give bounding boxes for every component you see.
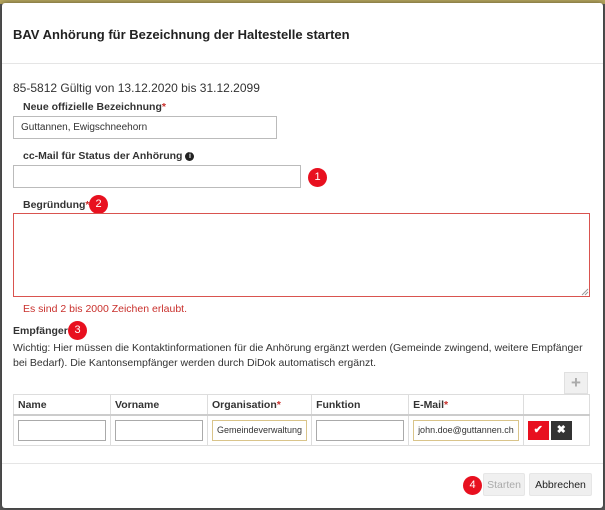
required-marker: * (85, 199, 90, 211)
cc-mail-label: cc-Mail für Status der Anhörung i (23, 150, 194, 162)
reason-label: Begründung* (23, 199, 90, 211)
callout-badge-4: 4 (463, 476, 482, 495)
table-cell (409, 415, 524, 446)
official-name-input[interactable]: Guttannen, Ewigschneehorn (13, 116, 277, 139)
column-header-vorname: Vorname (111, 395, 208, 416)
confirm-row-button[interactable]: ✔ (528, 421, 549, 440)
table-row (14, 415, 590, 446)
callout-badge-1: 1 (308, 168, 327, 187)
remove-row-button[interactable]: ✖ (551, 421, 572, 440)
recipient-name-input[interactable] (18, 420, 106, 441)
recipient-vorname-input[interactable] (115, 420, 203, 441)
column-header-name: Name (14, 395, 111, 416)
dialog-title: BAV Anhörung für Bezeichnung der Haltestelle starten (13, 27, 350, 42)
required-marker: * (161, 101, 166, 113)
cancel-button[interactable]: Abbrechen (529, 473, 592, 496)
table-cell (14, 415, 111, 446)
column-header-organisation: Organisation* (208, 395, 312, 416)
column-header-actions (523, 395, 589, 416)
cc-mail-input[interactable] (13, 165, 301, 188)
table-cell (312, 415, 409, 446)
recipient-email-input[interactable]: john.doe@guttannen.ch (413, 420, 519, 441)
resize-handle-icon[interactable] (581, 288, 589, 296)
reason-textarea[interactable] (13, 213, 590, 297)
table-cell (111, 415, 208, 446)
table-cell (208, 415, 312, 446)
table-cell (523, 415, 589, 446)
column-header-funktion: Funktion (312, 395, 409, 416)
reason-error-message: Es sind 2 bis 2000 Zeichen erlaubt. (23, 303, 188, 315)
hearing-dialog (2, 3, 603, 508)
callout-badge-2: 2 (89, 195, 108, 214)
info-icon[interactable]: i (185, 152, 194, 161)
recipients-table (13, 394, 590, 446)
column-header-email: E-Mail* (409, 395, 524, 416)
validity-info: 85-5812 Gültig von 13.12.2020 bis 31.12.2099 (13, 81, 260, 95)
recipient-funktion-input[interactable] (316, 420, 404, 441)
dialog-header (2, 3, 603, 64)
callout-badge-3: 3 (68, 321, 87, 340)
recipient-organisation-input[interactable]: Gemeindeverwaltung (212, 420, 307, 441)
recipients-heading: Empfänger (13, 325, 68, 337)
table-header-row (14, 395, 590, 416)
add-recipient-button[interactable]: + (564, 372, 588, 394)
name-label: Neue offizielle Bezeichnung* (23, 101, 166, 113)
recipients-note: Wichtig: Hier müssen die Kontaktinformationen für die Anhörung ergänzt werden (Gemeinde zwingend, weitere Empfänger bei Bedarf). Die Kantonsempfänger werden durch DiDok automatisch ergänzt. (13, 342, 583, 369)
start-button[interactable]: Starten (483, 473, 525, 496)
